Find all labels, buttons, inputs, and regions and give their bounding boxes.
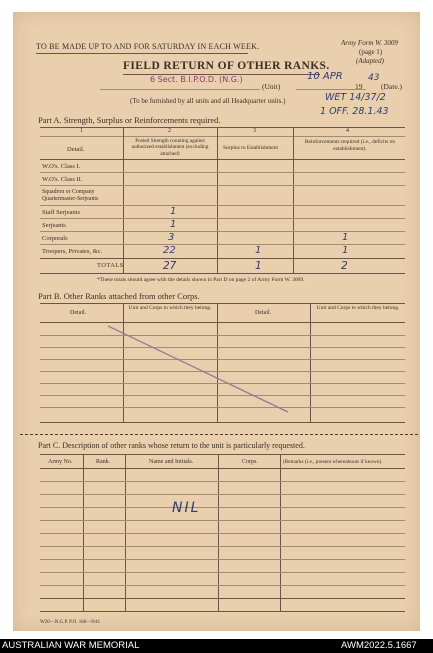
- part-a-header-detail: Detail.: [67, 146, 85, 153]
- total-reinf: 2: [341, 260, 348, 272]
- perforation-line: [20, 434, 418, 435]
- surplus-troopers: 1: [255, 245, 262, 256]
- row-label-staff-serjeants: Staff Serjeants: [42, 209, 80, 216]
- part-c-row-rule: [40, 572, 405, 573]
- part-a-header-surplus: Surplus to Establishment: [223, 145, 278, 151]
- form-title: FIELD RETURN OF OTHER RANKS.: [123, 60, 330, 72]
- part-b-header-unit-1: Unit and Corps to which they belong.: [128, 305, 212, 311]
- totals-footnote: *These totals should agree with the details shown in Part D on page 2 of Army Form W. 3009.: [97, 277, 305, 283]
- handwritten-year: 43: [368, 73, 380, 83]
- year-prefix: 19: [355, 82, 363, 91]
- total-surplus: 1: [255, 260, 262, 272]
- part-c-bottom-rule-2: [40, 611, 405, 612]
- form-number: Army Form W. 3009: [341, 39, 398, 47]
- totals-label: TOTALS: [97, 262, 124, 269]
- part-a-colnum-2: 2: [168, 128, 171, 134]
- part-a-header-posted: Posted Strength counting against authorized establishment (excluding attached): [131, 138, 209, 157]
- part-c-row-rule: [40, 481, 405, 482]
- part-c-row-rule: [40, 559, 405, 560]
- footer-institution: AUSTRALIAN WAR MEMORIAL: [2, 640, 140, 651]
- row-label-wo-class-1: W.O's. Class I.: [42, 163, 81, 170]
- reinf-corporals: 1: [342, 232, 349, 243]
- row-label-wo-class-2: W.O's. Class II.: [42, 176, 83, 183]
- row-label-troopers: Troopers, Privates, &c.: [42, 248, 103, 255]
- posted-troopers: 22: [163, 245, 176, 256]
- part-a-colnum-4: 4: [346, 128, 349, 134]
- reinf-troopers: 1: [342, 245, 349, 256]
- part-c-row-rule: [40, 533, 405, 534]
- part-c-row-rule: [40, 494, 405, 495]
- part-c-header-corps: Corps.: [242, 459, 258, 465]
- archive-footer: [0, 639, 433, 653]
- part-c-entry-nil: NIL: [172, 500, 201, 516]
- part-c-row-rule: [40, 507, 405, 508]
- row-label-serjeants: Serjeants: [42, 222, 66, 229]
- unit-label: (Unit): [262, 82, 281, 91]
- part-b-header-detail-2: Detail.: [255, 310, 272, 316]
- posted-serjeants: 1: [170, 219, 177, 230]
- part-c-heading: Part C. Description of other ranks whose return to the unit is particularly requested.: [38, 441, 305, 450]
- form-adapted: (Adapted): [356, 57, 384, 65]
- part-c-header-rule: [40, 468, 405, 469]
- date-label: (Date.): [381, 82, 403, 91]
- part-c-bottom-rule: [40, 598, 405, 599]
- handwritten-off: 1 OFF. 28.1.43: [320, 106, 389, 117]
- furnished-note: (To be furnished by all units and all Headquarter units.): [130, 97, 286, 105]
- part-c-top-rule: [40, 454, 405, 455]
- part-c-header-name: Name and Initials.: [149, 459, 194, 465]
- posted-corporals: 3: [168, 232, 175, 243]
- row-label-cqms: Squadron or Company Quartermaster-Serjeants: [42, 189, 99, 202]
- handwritten-wet: WET 14/37/2: [325, 92, 386, 103]
- instruction-text: TO BE MADE UP TO AND FOR SATURDAY IN EACH WEEK.: [36, 42, 260, 51]
- part-c-row-rule: [40, 520, 405, 521]
- total-posted: 27: [163, 260, 177, 272]
- form-page: (page 1): [359, 48, 383, 56]
- footer-accession-number: AWM2022.5.1667: [341, 640, 417, 651]
- part-c-row-rule: [40, 546, 405, 547]
- printer-line: W20—N.G.P. P.O. 166—9/41: [40, 620, 101, 625]
- part-a-colnum-1: 1: [80, 128, 83, 134]
- part-b-heading: Part B. Other Ranks attached from other Corps.: [38, 291, 200, 301]
- part-c-row-rule: [40, 585, 405, 586]
- part-b-header-detail-1: Detail.: [70, 310, 87, 316]
- part-a-colnum-3: 3: [253, 128, 256, 134]
- part-c-header-army-no: Army No.: [48, 459, 73, 465]
- part-b-header-unit-2: Unit and Corps to which they belong.: [316, 305, 400, 311]
- part-c-header-remarks: (Remarks (i.e., present whereabouts if known).: [283, 459, 383, 465]
- posted-staff-serjeants: 1: [170, 206, 177, 217]
- part-c-header-rank: Rank.: [96, 459, 111, 465]
- handwritten-date: 10 APR: [307, 71, 343, 82]
- row-label-corporals: Corporals: [42, 235, 68, 242]
- part-a-header-reinforcements: Reinforcements required (i.e., deficits on establishment).: [304, 139, 396, 152]
- part-a-heading: Part A. Strength, Surplus or Reinforcements required.: [38, 115, 221, 125]
- unit-stamp: 6 Sect. B.I.P.O.D. (N.G.): [150, 75, 243, 84]
